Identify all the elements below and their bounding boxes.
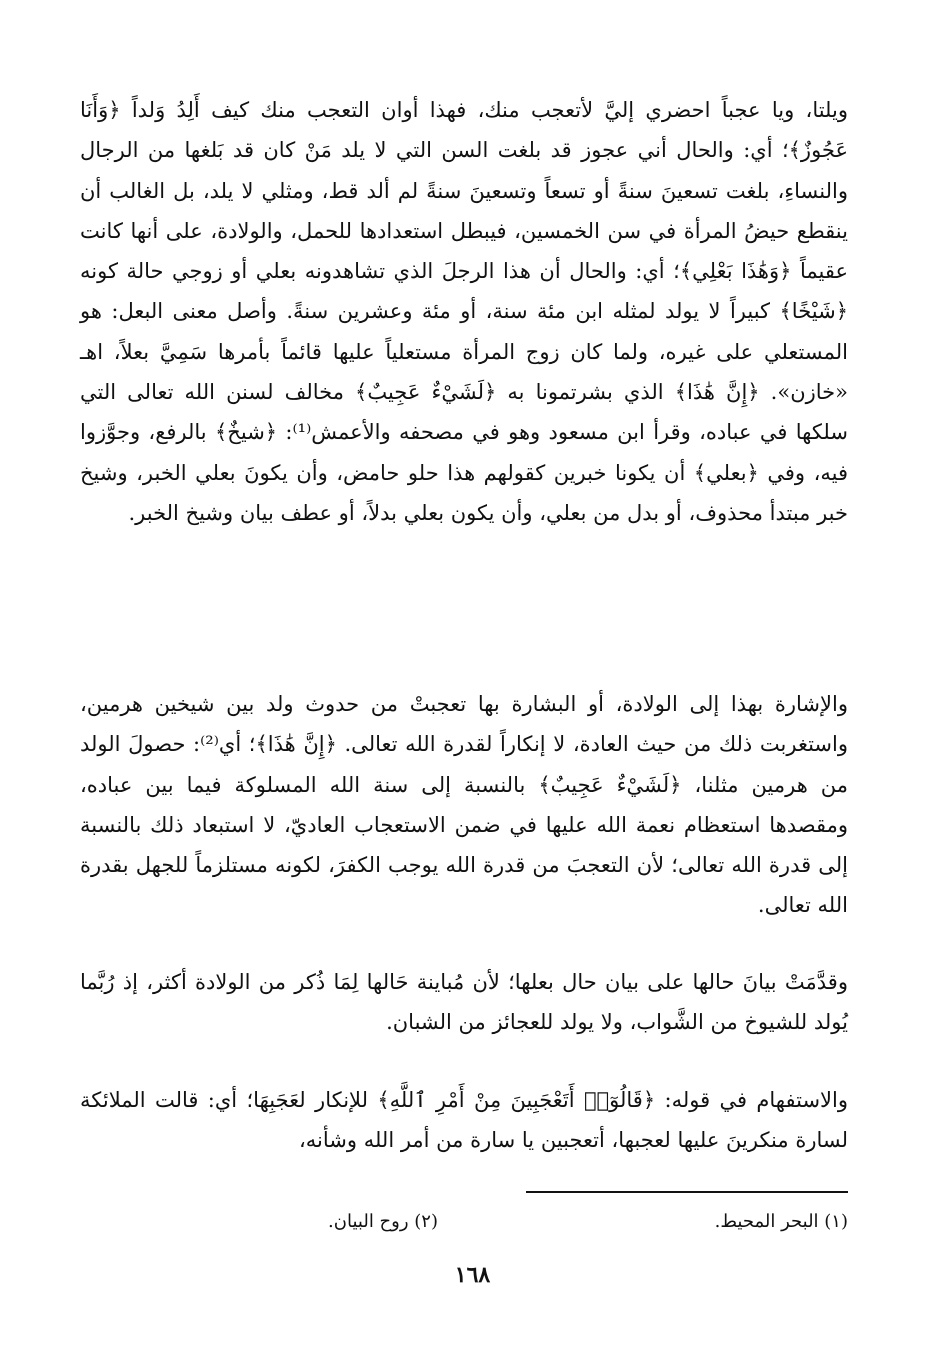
- main-text-paragraph-3: [80, 962, 848, 1043]
- main-text-paragraph-4: [80, 1080, 848, 1161]
- main-text-paragraph-1: [80, 90, 848, 533]
- main-text-paragraph-2: [80, 684, 848, 926]
- footnote-divider: [526, 1191, 848, 1193]
- footnote-2: (٢) روح البيان.: [328, 1211, 438, 1232]
- paragraph-text: والإشارة بهذا إلى الولادة، أو البشارة بها تعجبتْ من حدوث ولد بين شيخين هرمين، واستغربت ذلك من حيث العادة، لا إنكاراً لقدرة الله تعالى. ﴿إِنَّ هَٰذَا﴾؛ أي⁽²⁾: حصولَ الولد من هرمين مثلنا، ﴿لَشَيْءٌ عَجِيبٌ﴾ بالنسبة إلى سنة الله المسلوكة فيما بين عباده، ومقصدها استعظام نعمة الله عليها في ضمن الاستعجاب العاديّ، لا استبعاد ذلك بالنسبة إلى قدرة الله تعالى؛ لأن التعجبَ من قدرة الله يوجب الكفرَ، لكونه مستلزماً للجهل بقدرة الله تعالى.: [80, 692, 848, 918]
- paragraph-text: والاستفهام في قوله: ﴿قَالُوٓا۟ أَتَعْجَبِينَ مِنْ أَمْرِ ٱللَّهِ﴾ للإنكار لعَجَبِهَا؛ أي: قالت الملائكة لسارة منكرينَ عليها لعجبها، أتعجبين يا سارة من أمر الله وشأنه،: [80, 1088, 848, 1153]
- footnote-1: (١) البحر المحيط.: [714, 1211, 848, 1232]
- paragraph-text: وقدَّمَتْ بيانَ حالها على بيان حال بعلها؛ لأن مُباينة حَالها لِمَا ذُكر من الولادة أكثر، إذ رُبَّما يُولد للشيوخ من الشَّواب، ولا يولد للعجائز من الشبان.: [80, 970, 848, 1035]
- page-number: ١٦٨: [454, 1262, 491, 1288]
- paragraph-text: ويلتا، ويا عجباً احضري إليَّ لأتعجب منك، فهذا أوان التعجب منك كيف أَلِدُ وَلداً ﴿وَأَنَا عَجُوزٌ﴾؛ أي: والحال أني عجوز قد بلغت السن التي لا يلد مَنْ كان قد بَلغها من الرجال والنساءِ، بلغت تسعينَ سنةً أو تسعاً وتسعينَ سنةً لم ألد قط، ومثلي لا يلد، بل الغالب أن ينقطع حيضُ المرأة في سن الخمسين، فيبطل استعدادها للحمل، والولادة، على أنها كانت عقيماً ﴿وَهَٰذَا بَعْلِي﴾؛ أي: والحال أن هذا الرجلَ الذي تشاهدونه بعلي أو زوجي حالة كونه ﴿شَيْخًا﴾ كبيراً لا يولد لمثله ابن مئة سنة، أو مئة وعشرين سنةً. وأصل معنى البعل: هو المستعلي على غيره، ولما كان زوج المرأة مستعلياً عليها قائماً بأمرها سَمِيَّ بعلاً، اهـ «خازن». ﴿إِنَّ هَٰذَا﴾ الذي بشرتمونا به ﴿لَشَيْءٌ عَجِيبٌ﴾ مخالف لسنن الله تعالى التي سلكها في عباده، وقرأ ابن مسعود وهو في مصحفه والأعمش⁽¹⁾: ﴿شيخٌ﴾ بالرفع، وجوَّزوا فيه، وفي ﴿بعلي﴾ أن يكونا خبرين كقولهم هذا حلو حامض، وأن يكونَ بعلي الخبر، وشيخ خبر مبتدأ محذوف، أو بدل من بعلي، وأن يكون بعلي بدلاً، أو عطف بيان وشيخ الخبر.: [80, 98, 848, 525]
